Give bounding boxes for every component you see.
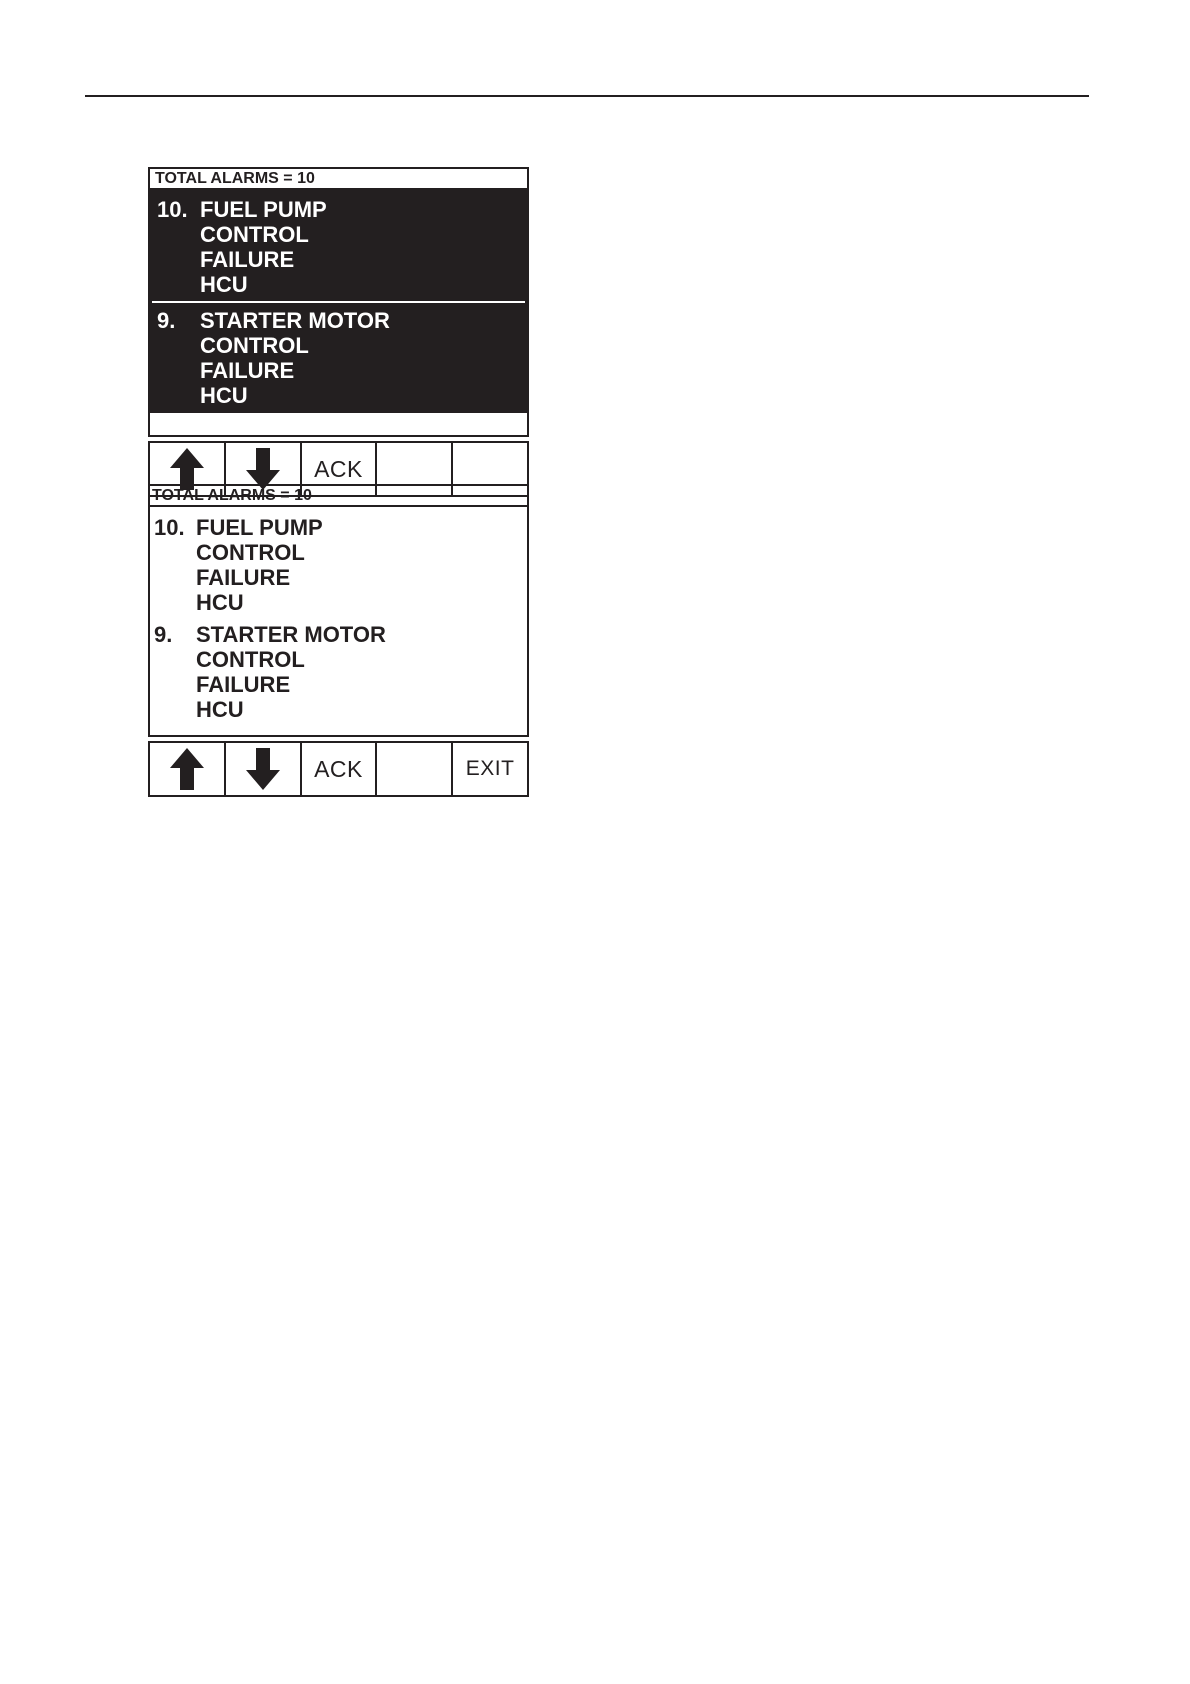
alarm-line: FAILURE <box>196 565 291 590</box>
alarm-line: CONTROL <box>196 540 305 565</box>
ack-button[interactable]: ACK <box>302 743 378 795</box>
total-alarms-header: TOTAL ALARMS = 10 <box>148 484 529 507</box>
alarm-list <box>148 507 529 737</box>
alarm-line: STARTER MOTOR <box>196 622 386 647</box>
alarm-line: FUEL PUMP <box>196 515 323 540</box>
alarm-line: FAILURE <box>200 247 295 272</box>
alarm-item-10[interactable] <box>150 515 527 622</box>
alarm-number: 10. <box>157 197 188 222</box>
alarm-line: FUEL PUMP <box>200 197 327 222</box>
alarm-item-10[interactable] <box>152 192 525 299</box>
page-header-rule <box>85 95 1089 97</box>
softkey-bar <box>148 741 529 797</box>
alarm-screen-normal <box>148 484 529 797</box>
arrow-up-icon <box>170 748 204 790</box>
arrow-down-icon <box>246 748 280 790</box>
ack-button[interactable]: ACK <box>302 443 378 495</box>
alarm-number: 9. <box>157 308 176 333</box>
scroll-up-button[interactable] <box>150 743 226 795</box>
exit-button[interactable]: EXIT <box>453 743 527 795</box>
alarm-line: CONTROL <box>196 647 305 672</box>
alarm-item-9[interactable] <box>150 622 527 729</box>
alarm-line: HCU <box>200 383 248 408</box>
alarm-line: STARTER MOTOR <box>200 308 390 333</box>
alarm-number: 9. <box>154 622 173 647</box>
alarm-line: HCU <box>196 697 244 722</box>
alarm-line: CONTROL <box>200 333 309 358</box>
alarm-line: FAILURE <box>200 358 295 383</box>
alarm-item-9[interactable] <box>152 301 525 411</box>
alarm-list <box>148 190 529 437</box>
alarm-line: HCU <box>196 590 244 615</box>
alarm-number: 10. <box>154 515 185 540</box>
alarm-screen-highlighted <box>148 167 529 497</box>
alarm-line: FAILURE <box>196 672 291 697</box>
alarm-line: CONTROL <box>200 222 309 247</box>
alarm-line: HCU <box>200 272 248 297</box>
total-alarms-header: TOTAL ALARMS = 10 <box>148 167 529 190</box>
scroll-down-button[interactable] <box>226 743 302 795</box>
softkey-4-button[interactable] <box>377 743 453 795</box>
